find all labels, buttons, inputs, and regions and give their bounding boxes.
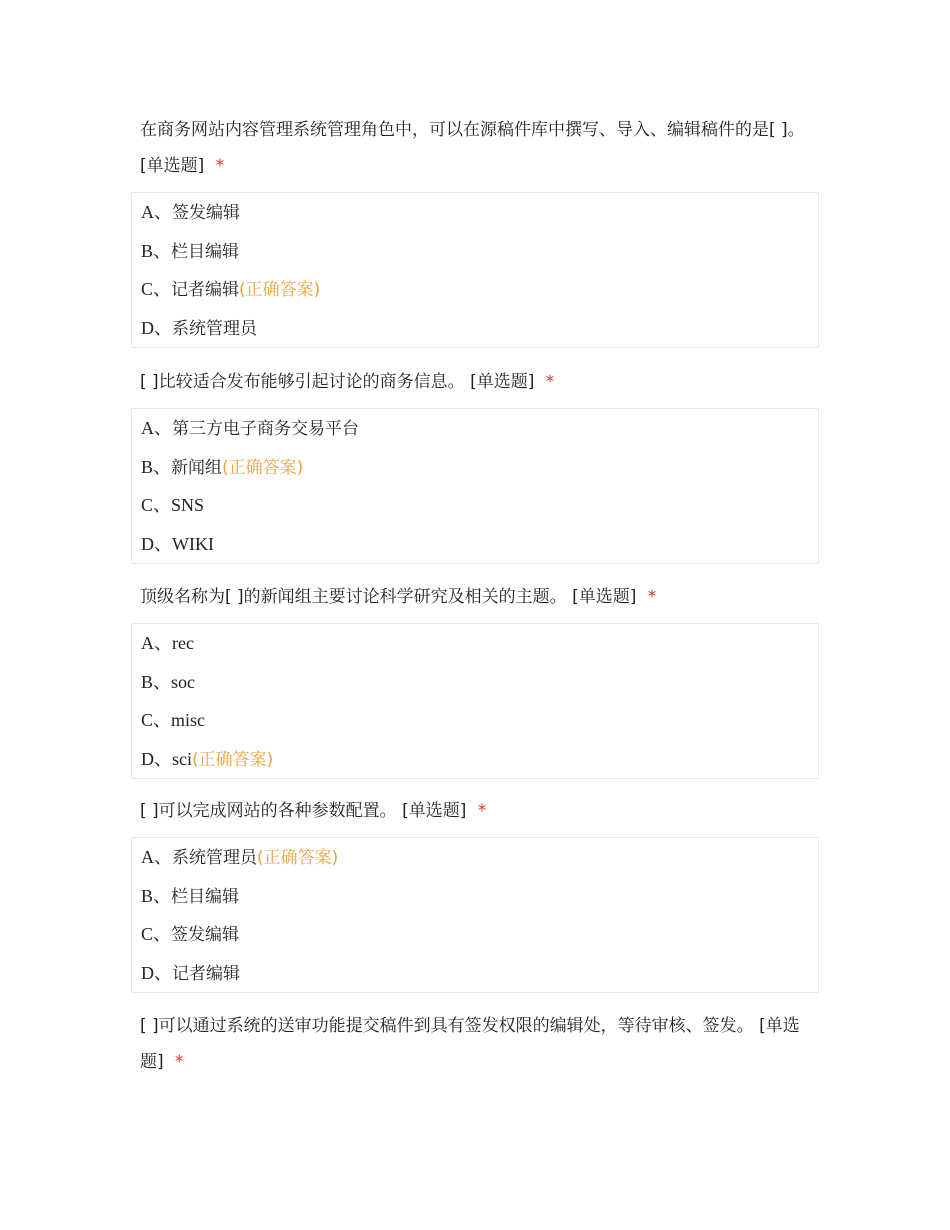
- question-type-tag: [单选题]: [140, 156, 205, 176]
- question-text: 顶级名称为[ ]的新闻组主要讨论科学研究及相关的主题。 [单选题] *: [140, 587, 657, 607]
- option-d: D、记者编辑: [141, 962, 240, 984]
- options-box: [131, 623, 819, 779]
- required-star: *: [545, 372, 555, 392]
- option-b: B、新闻组(正确答案): [141, 456, 304, 478]
- option-a: A、系统管理员(正确答案): [141, 847, 339, 868]
- option-a: A、rec: [141, 633, 194, 653]
- option-a: A、签发编辑: [141, 202, 240, 223]
- option-c: C、记者编辑(正确答案): [141, 279, 321, 301]
- question-text: 在商务网站内容管理系统管理角色中，可以在源稿件库中撰写、导入、编辑稿件的是[ ]。 [单选题] *: [140, 120, 805, 176]
- question-type-tag: [单选题]: [140, 1016, 800, 1072]
- question-text: [ ]比较适合发布能够引起讨论的商务信息。 [单选题] *: [140, 372, 555, 392]
- correct-answer-mark: (正确答案): [257, 848, 339, 868]
- question-5: [131, 1008, 819, 1080]
- question-4: [131, 793, 819, 993]
- options-box: [131, 837, 819, 993]
- question-type-tag: [单选题]: [470, 372, 535, 392]
- option-b: B、栏目编辑: [141, 240, 240, 262]
- question-type-tag: [单选题]: [402, 801, 467, 821]
- option-d: D、WIKI: [141, 533, 214, 554]
- required-star: *: [477, 801, 487, 821]
- question-1: [131, 112, 819, 348]
- correct-answer-mark: (正确答案): [239, 280, 321, 301]
- options-box: [131, 408, 819, 564]
- option-b: B、栏目编辑: [141, 885, 240, 907]
- option-d: D、系统管理员: [141, 317, 257, 339]
- question-text: [ ]可以完成网站的各种参数配置。 [单选题] *: [140, 801, 487, 821]
- required-star: *: [175, 1052, 184, 1072]
- option-c: C、签发编辑: [141, 924, 240, 946]
- option-c: C、misc: [141, 710, 206, 731]
- option-d: D、sci(正确答案): [141, 748, 274, 770]
- option-a: A、第三方电子商务交易平台: [141, 418, 359, 439]
- question-type-tag: [单选题]: [572, 587, 637, 607]
- options-box: [131, 192, 819, 348]
- correct-answer-mark: (正确答案): [192, 749, 274, 770]
- correct-answer-mark: (正确答案): [222, 457, 304, 478]
- required-star: *: [215, 156, 225, 176]
- question-text: [ ]可以通过系统的送审功能提交稿件到具有签发权限的编辑处，等待审核、签发。 [单选题] *: [140, 1016, 800, 1072]
- option-c: C、SNS: [141, 495, 205, 516]
- required-star: *: [647, 587, 657, 607]
- question-2: [131, 364, 819, 564]
- option-b: B、soc: [141, 671, 196, 692]
- question-3: [131, 579, 819, 779]
